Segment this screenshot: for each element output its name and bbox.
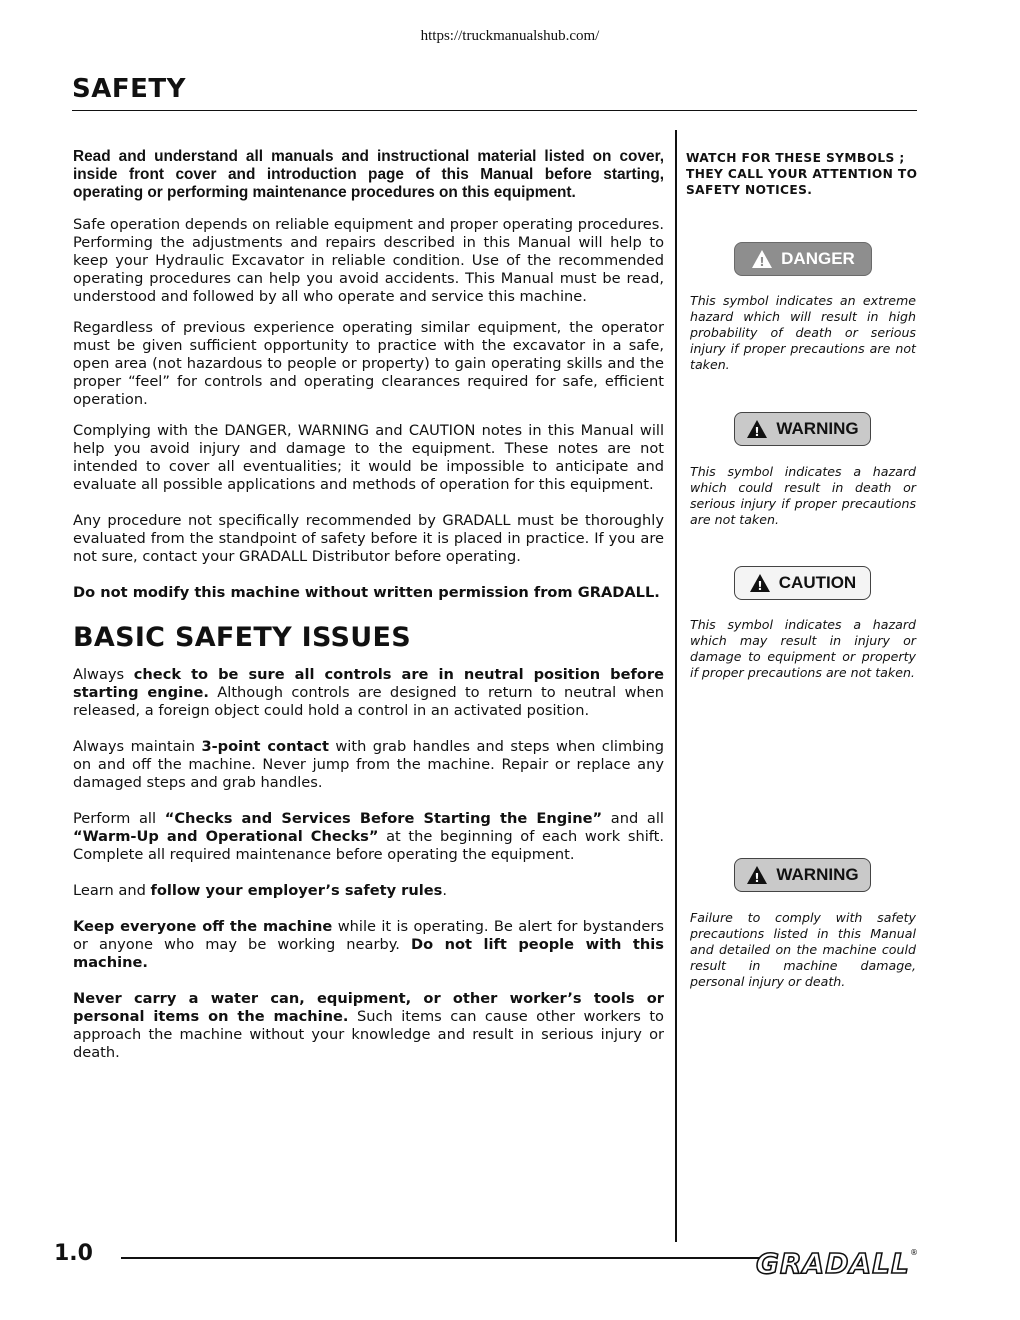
svg-text:!: ! [754,425,761,439]
badge-label: WARNING [776,419,859,438]
badge-label: DANGER [781,249,855,268]
svg-text:®: ® [910,1248,918,1257]
do-not-modify-notice: Do not modify this machine without written permission from GRADALL. [73,584,660,601]
svg-text:GRADALL: GRADALL [756,1247,910,1279]
svg-text:!: ! [759,255,765,269]
footer-divider [121,1257,761,1259]
warning-badge [734,412,871,446]
caution-badge [734,566,871,600]
safety-symbols-sidebar [686,150,918,989]
paragraph-notes: Complying with the DANGER, WARNING and CAUTION notes in this Manual will help you avoid injury and damage to the equipment. These notes are not intended to cover all eventualities; it would be impossible to anticipate and evaluate all possible applications and methods of operation for this equipment. [73,422,664,493]
warning-triangle-icon [751,249,773,269]
svg-text:!: ! [757,579,763,593]
svg-text:!: ! [754,871,761,885]
paragraph-procedures: Any procedure not specifically recommended by GRADALL must be thoroughly evaluated from the standpoint of safety before it is placed in practice. If you are not sure, contact your GRADALL Distributor before operating. [73,512,664,565]
issue-neutral-controls: Always check to be sure all controls are in neutral position before starting engine. Although controls are designed to return to neutral when released, a foreign object could hold a control in an activated position. [73,666,665,719]
paragraph-reliable-equipment: Safe operation depends on reliable equipment and proper operating procedures. Performing the adjustments and repairs described in this Manual will help to keep your Hydraulic Excavator in reliable condition. Use of the recommended operating procedures can help you avoid accidents. This Manual must be read, understood and followed by all who operate and service this machine. [73,216,664,305]
issue-keep-off: Keep everyone off the machine while it is operating. Be alert for bystanders or anyone who may be working nearby. Do not lift people with this machine. [73,918,664,971]
column-divider [675,130,677,1242]
issue-personal-items: Never carry a water can, equipment, or other worker’s tools or personal items on the machine. Such items can cause other workers to approach the machine without your knowledge and result in serious injury or death. [73,990,664,1061]
gradall-logo [752,1243,920,1279]
main-column [73,148,664,1062]
warning-triangle-icon [749,573,771,593]
page-title: SAFETY [72,74,186,104]
badge-label: CAUTION [778,573,857,592]
gradall-logo-mark [752,1243,920,1279]
section-title: BASIC SAFETY ISSUES [73,622,412,653]
page-number: 1.0 [54,1241,93,1266]
warning-triangle-icon [746,865,768,885]
caution-description: This symbol indicates a hazard which may result in injury or damage to equipment or property if proper precautions are not taken. [690,617,916,680]
warning-triangle-icon [746,419,768,439]
warning-badge-compliance [734,858,871,892]
badge-label: WARNING [776,865,859,884]
issue-checks: Perform all “Checks and Services Before Starting the Engine” and all “Warm-Up and Operational Checks” at the beginning of each work shift. Complete all required maintenance before operating the equipment. [73,810,664,863]
paragraph-operator-practice: Regardless of previous experience operating similar equipment, the operator must be given sufficient opportunity to practice with the excavator in a safe, open area (not hazardous to people or property) to gain operating skills and the proper “feel” for controls and operating clearances required for safe, efficient operation. [73,319,664,408]
issue-employer-rules: Learn and follow your employer’s safety rules. [73,882,447,899]
issue-three-point-contact: Always maintain 3-point contact with grab handles and steps when climbing on and off the machine. Never jump from the machine. Repair or replace any damaged steps and grab handles. [73,738,664,791]
source-url: https://truckmanualshub.com/ [420,28,600,44]
compliance-description: Failure to comply with safety precautions listed in this Manual and detailed on the machine could result in machine damage, personal injury or death. [690,910,916,989]
danger-badge [734,242,872,276]
danger-description: This symbol indicates an extreme hazard which will result in high probability of death or serious injury if proper precautions are not taken. [690,293,916,372]
title-divider [72,110,917,111]
intro-paragraph: Read and understand all manuals and instructional material listed on cover, inside front cover and introduction page of this Manual before starting, operating or performing maintenance procedures on this equipment. [73,148,664,201]
warning-description: This symbol indicates a hazard which could result in death or serious injury if proper precautions are not taken. [690,464,916,527]
sidebar-heading: WATCH FOR THESE SYMBOLS ; THEY CALL YOUR ATTENTION TO SAFETY NOTICES. [686,151,918,197]
